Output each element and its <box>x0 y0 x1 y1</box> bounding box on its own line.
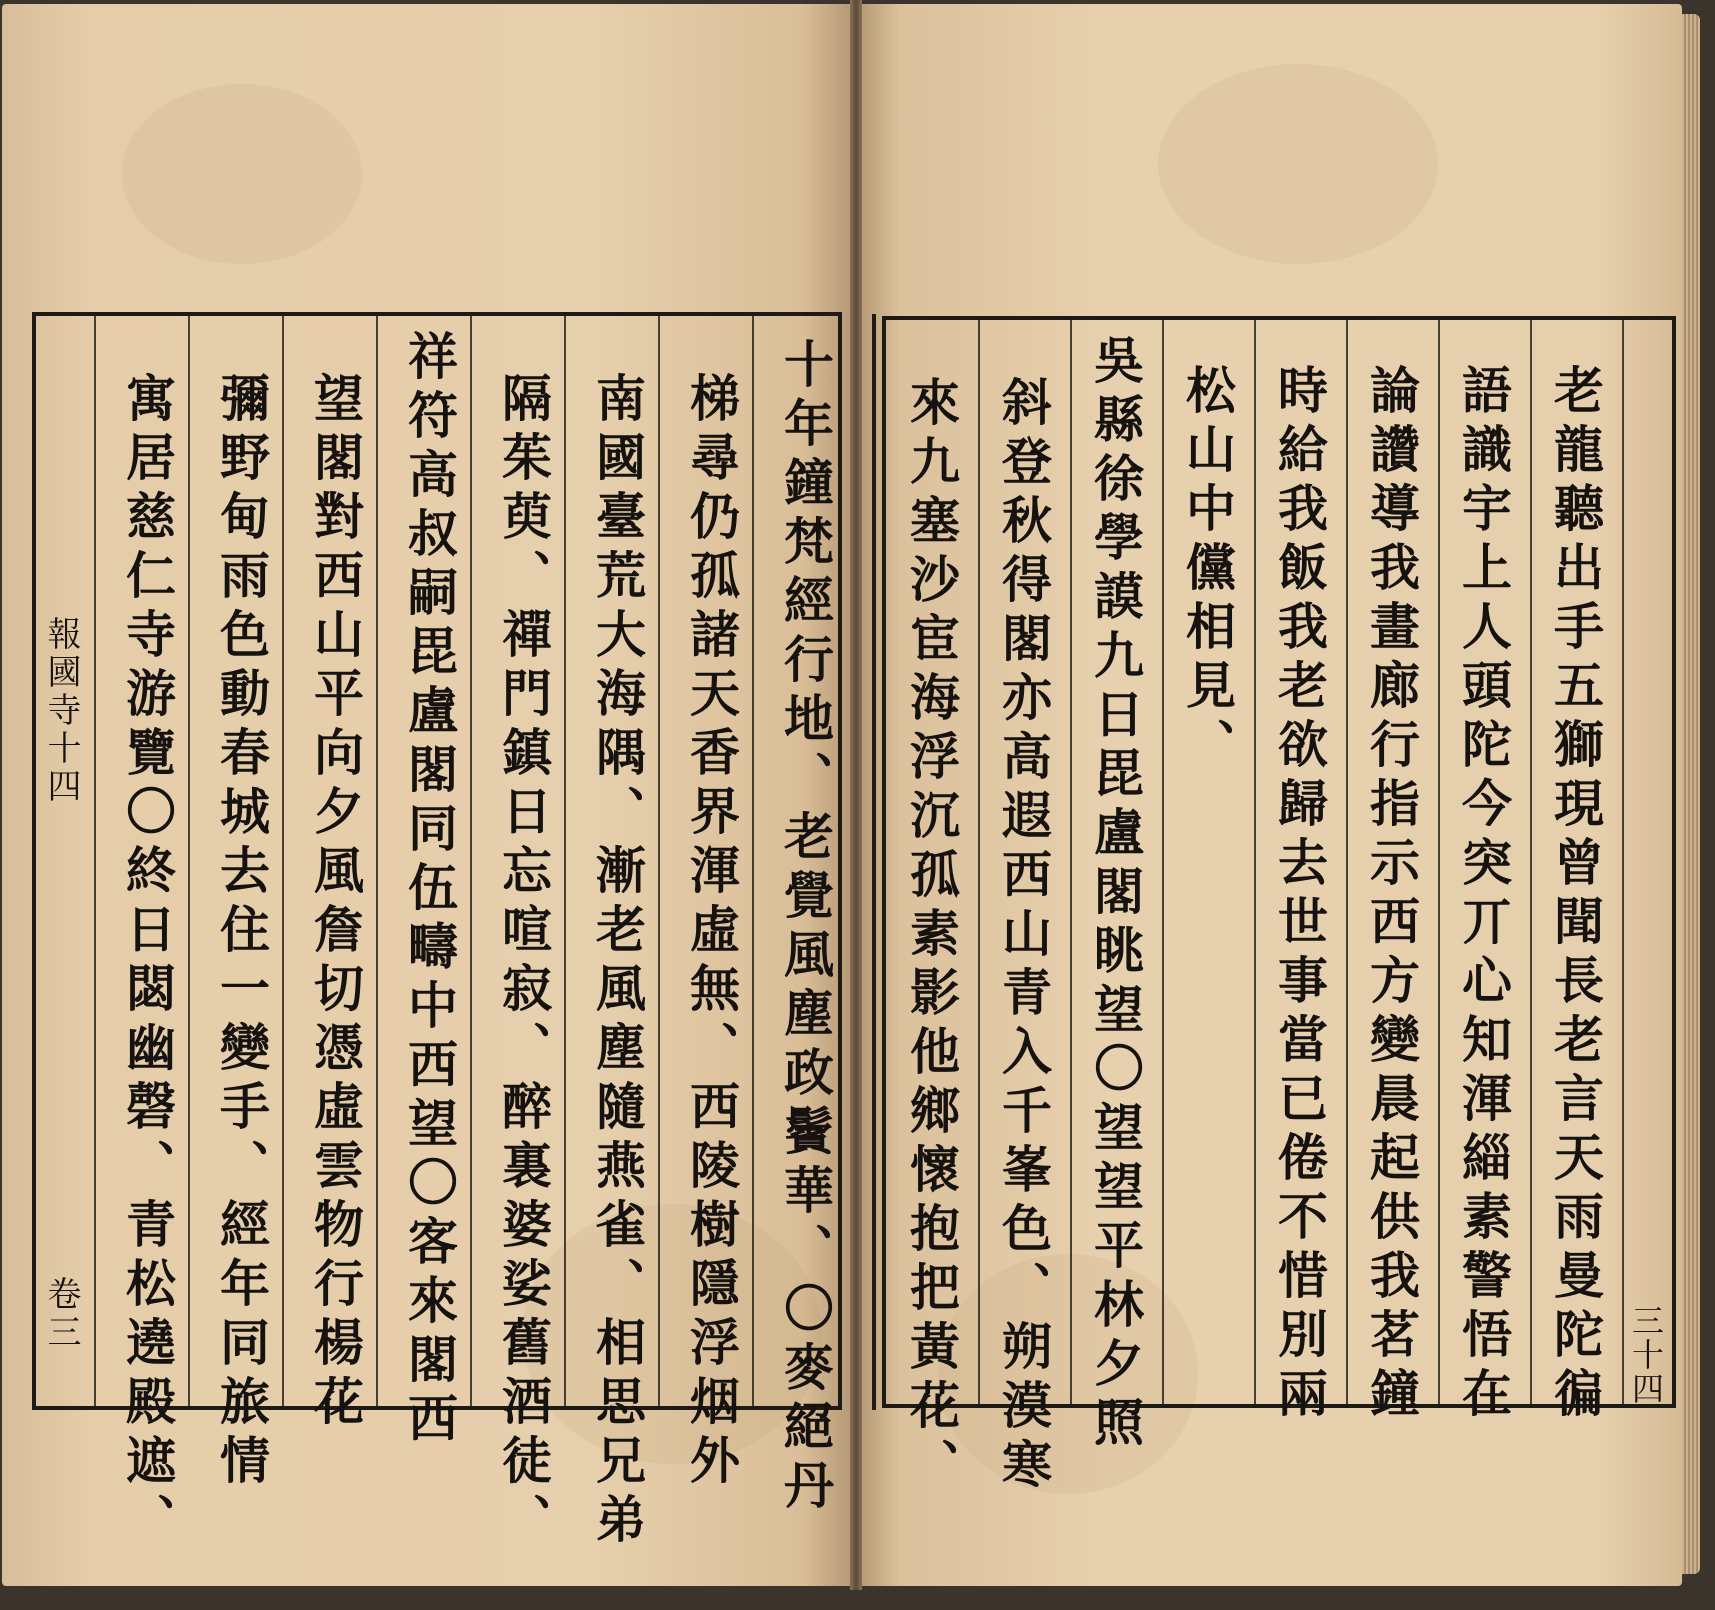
page-edge-stack <box>1682 14 1700 1574</box>
volume-label: 卷三 <box>41 1276 81 1352</box>
page-number: 三十四 <box>1627 1304 1665 1406</box>
text-column: 語識宇上人頭陀今突丌心知渾緇素警悟在 <box>1454 364 1513 1426</box>
text-column: 十年鐘梵經行地、老覺風塵政鬢華、〇麥絕丹 <box>776 338 835 1518</box>
left-page-frame <box>32 312 842 1552</box>
text-column: 斜登秋得閣亦高遐西山青入千峯色、朔漠寒 <box>994 376 1053 1497</box>
text-column: 望閣對西山平向夕風詹切憑虛雲物行楊花 <box>306 372 365 1434</box>
text-column: 彌野甸雨色動春城去住一變手、經年同旅情 <box>212 372 271 1493</box>
text-column: 老龍聽出手五獅現曾聞長老言天雨曼陀徧 <box>1546 364 1605 1426</box>
text-column: 梯尋仍孤諸天香界渾虛無、西陵樹隱浮烟外 <box>682 372 741 1493</box>
text-column: 論讚導我畫廊行指示西方變晨起供我茗鐘 <box>1362 364 1421 1426</box>
text-column: 時給我飯我老欲歸去世事當已倦不惜別兩 <box>1270 364 1329 1426</box>
text-column: 祥符高叔嗣毘盧閣同伍疇中西望〇客來閣西 <box>400 330 459 1451</box>
text-column: 來九塞沙宦海浮沉孤素影他鄉懷抱把黃花、 <box>902 376 961 1497</box>
left-margin-column <box>36 316 94 1406</box>
text-column: 松山中儻相見、 <box>1178 364 1237 777</box>
text-column: 隔茱萸、禪門鎮日忘喧寂、醉裏婆娑舊酒徒、 <box>494 372 553 1552</box>
text-column: 寓居慈仁寺游覽〇終日閟幽磬、青松遶殿遮、 <box>118 372 177 1552</box>
text-column: 南國臺荒大海隅、漸老風塵隨燕雀、相思兄弟 <box>588 372 647 1552</box>
chapter-title: 報國寺十四 <box>41 616 81 806</box>
text-column: 吳縣徐學謨九日毘盧閣眺望〇望望平林夕照 <box>1086 334 1145 1455</box>
right-margin-column <box>1622 320 1672 1404</box>
right-page-frame <box>882 316 1676 1497</box>
